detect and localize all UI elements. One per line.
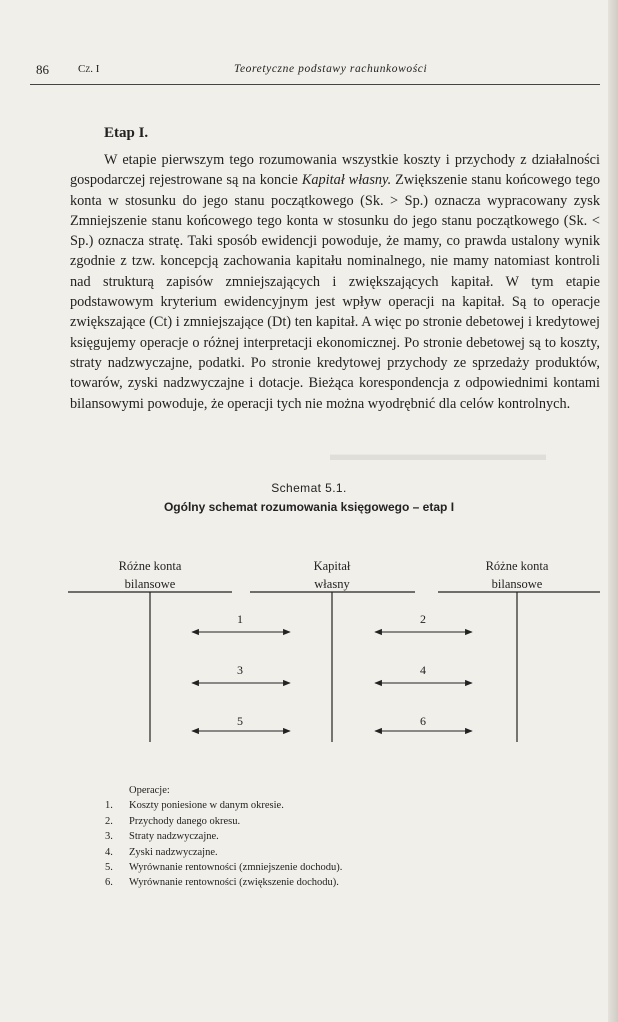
section-heading: Etap I.	[104, 125, 149, 141]
accounting-scheme-diagram	[0, 550, 618, 750]
arrow-label-1: 1	[237, 612, 243, 626]
item-text: Przychody danego okresu.	[129, 815, 241, 827]
list-item	[105, 829, 342, 844]
item-number: 5.	[105, 862, 113, 874]
operations-list	[105, 798, 342, 890]
scheme-title: Ogólny schemat rozumowania księgowego – etap I	[163, 500, 455, 514]
bleed-through-decoration: ▬▬▬▬▬▬▬▬▬▬▬▬	[330, 444, 546, 464]
paragraph-text-start: W etapie pierwszym tego rozumowania wszystkie koszty i przychody z działalności gospodarczej rejestrowane są na koncie	[70, 152, 600, 189]
arrow-label-4: 4	[420, 663, 426, 677]
list-item	[105, 798, 342, 813]
item-text: Straty nadzwyczajne.	[129, 831, 219, 843]
item-text: Koszty poniesione w danym okresie.	[129, 800, 284, 812]
arrow-label-2: 2	[420, 612, 426, 626]
center-t-account	[250, 592, 415, 742]
list-item	[105, 814, 342, 829]
item-number: 1.	[105, 800, 113, 812]
scheme-label: Schemat 5.1.	[271, 481, 347, 495]
header-rule	[30, 84, 600, 85]
paragraph-italic-term: Kapitał własny.	[301, 172, 392, 189]
page-number: 86	[36, 62, 49, 77]
paragraph-text-rest: Zwiększenie stanu końcowego tego konta w stosunku do jego stanu początkowego (Sk. > Sp.) oznacza wypracowany zysk Zmniejszenie stanu końcowego tego konta w stosunku do jego stanu początkowego (Sk. < Sp.) oznacza stratę. Taki sposób ewidencji powoduje, że mamy, co prawda ustalony wynik zgodnie z tzw. koncepcją zachowania kapitału nominalnego, nie mamy natomiast kontroli nad strukturą zapisów zmniejszających i zwiększających kapitał. W tym etapie podstawowym kryterium ewidencyjnym jest wpływ operacji na kapitał. Są to operacje zwiększające (Ct) i zmniejszające (Dt) ten kapitał. A więc po stronie debetowej i kredytowej księgujemy operacje o różnej interpretacji ekonomicznej. Po stronie debetowej są to koszty, straty nadzwyczajne, podatki. Po stronie kredytowej przychody ze sprzedaży produktów, towarów, zyski nadzwyczajne i dotacje. Bieżąca korespondencja z odpowiednimi kontami bilansowymi powoduje, że operacji tych nie można wyodrębnić dla celów kontrolnych.	[70, 172, 600, 412]
left-account-label-2: bilansowe	[124, 577, 176, 591]
arrow-label-6: 6	[420, 714, 426, 728]
item-text: Wyrównanie rentowności (zwiększenie dochodu).	[129, 877, 339, 889]
list-item	[105, 845, 342, 860]
item-number: 2.	[105, 815, 113, 827]
list-item	[105, 875, 342, 890]
operations-legend	[105, 783, 342, 891]
arrow-label-5: 5	[237, 714, 243, 728]
body-paragraph	[70, 150, 600, 414]
operations-heading: Operacje:	[129, 785, 170, 796]
right-t-account	[438, 592, 600, 742]
left-t-account	[68, 592, 232, 742]
item-text: Zyski nadzwyczajne.	[129, 846, 218, 858]
center-account-label-1: Kapitał	[313, 559, 351, 573]
list-item	[105, 860, 342, 875]
part-label: Cz. I	[78, 63, 100, 75]
right-account-label-1: Różne konta	[485, 559, 549, 573]
running-title: Teoretyczne podstawy rachunkowości	[234, 63, 428, 75]
item-number: 4.	[105, 846, 113, 858]
item-number: 3.	[105, 831, 113, 843]
center-account-label-2: własny	[314, 577, 350, 591]
item-number: 6.	[105, 877, 113, 889]
item-text: Wyrównanie rentowności (zmniejszenie dochodu).	[129, 862, 343, 874]
right-account-label-2: bilansowe	[491, 577, 543, 591]
left-account-label-1: Różne konta	[118, 559, 182, 573]
arrow-label-3: 3	[237, 663, 243, 677]
